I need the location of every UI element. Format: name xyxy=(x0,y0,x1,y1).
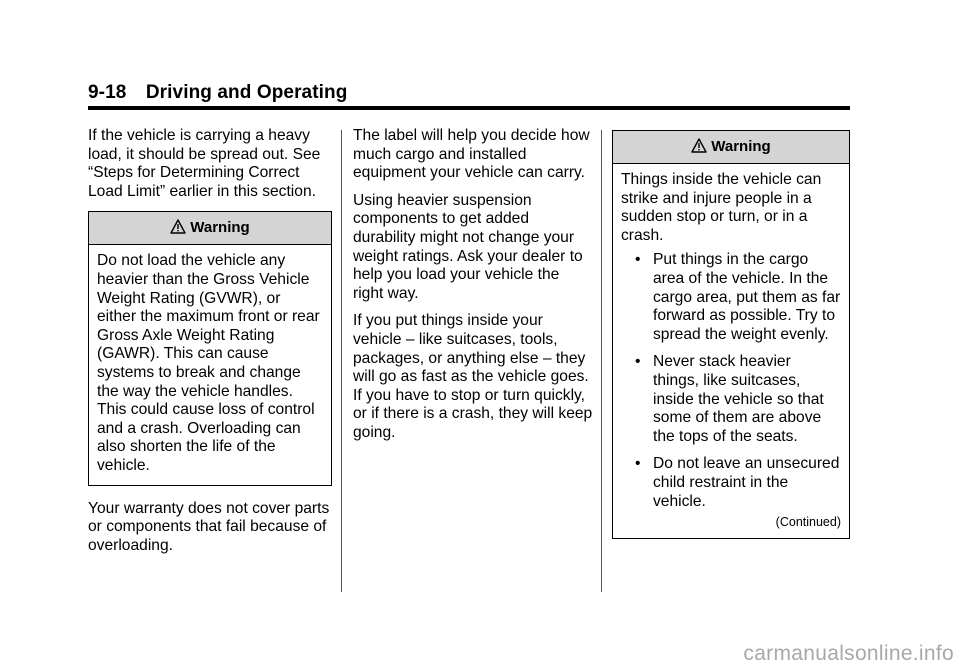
header-rule xyxy=(88,106,850,110)
warning-bullet-list xyxy=(621,251,841,511)
bullet-icon: • xyxy=(635,251,641,269)
list-item-text: Put things in the cargo area of the vehicle. In the cargo area, put them as far forward as possible. Try to spread the weight evenly. xyxy=(653,251,841,343)
warning-intro: Things inside the vehicle can strike and injure people in a sudden stop or turn, or in a crash. xyxy=(621,171,822,244)
column-3 xyxy=(612,130,850,553)
cargo-warning-box xyxy=(612,130,850,539)
page-number: 9-18 xyxy=(88,82,127,103)
warning-body xyxy=(613,164,849,538)
label-paragraph: The label will help you decide how much cargo and installed equipment your vehicle can carry. xyxy=(353,127,590,182)
list-item-text: Do not leave an unsecured child restraint in the vehicle. xyxy=(653,455,840,510)
column-1 xyxy=(88,127,332,564)
warning-header xyxy=(613,131,849,164)
warning-title: Warning xyxy=(711,137,771,155)
warning-body: Do not load the vehicle any heavier than the Gross Vehicle Weight Rating (GVWR), or either the maximum front or rear Gross Axle Weight Rating (GAWR). This can cause systems to break and change the way the vehicle handles. This could cause loss of control and a crash. Overloading can also shorten the life of the vehicle. xyxy=(97,252,320,474)
warning-header xyxy=(89,212,331,245)
continued-label: (Continued) xyxy=(775,515,841,530)
column-divider-left xyxy=(341,130,342,592)
column-divider-right xyxy=(601,130,602,592)
warning-triangle-icon xyxy=(691,138,707,153)
column-2 xyxy=(353,127,593,452)
load-spread-paragraph: If the vehicle is carrying a heavy load, it should be spread out. See “Steps for Determining Correct Load Limit” earlier in this section. xyxy=(88,127,321,200)
warranty-paragraph: Your warranty does not cover parts or components that fail because of overloading. xyxy=(88,499,330,554)
bullet-icon: • xyxy=(635,455,641,473)
suspension-paragraph: Using heavier suspension components to get added durability might not change your weight ratings. Ask your dealer to help you load your vehicle the right way. xyxy=(353,191,583,302)
list-item-text: Never stack heavier things, like suitcases, inside the vehicle so that some of them are above the tops of the seats. xyxy=(653,353,824,445)
overload-warning-box xyxy=(88,211,332,485)
warning-triangle-icon xyxy=(170,219,186,234)
list-item xyxy=(629,251,841,344)
warning-title: Warning xyxy=(190,219,250,237)
loose-items-paragraph: If you put things inside your vehicle – like suitcases, tools, packages, or anything else – they will go as fast as the vehicle goes. If you have to stop or turn quickly, or if there is a crash, they will keep going. xyxy=(353,312,593,441)
list-item xyxy=(629,455,841,511)
page-header xyxy=(88,82,347,104)
bullet-icon: • xyxy=(635,353,641,371)
section-title: Driving and Operating xyxy=(145,82,348,103)
watermark: carmanualsonline.info xyxy=(743,642,954,665)
list-item xyxy=(629,353,841,446)
